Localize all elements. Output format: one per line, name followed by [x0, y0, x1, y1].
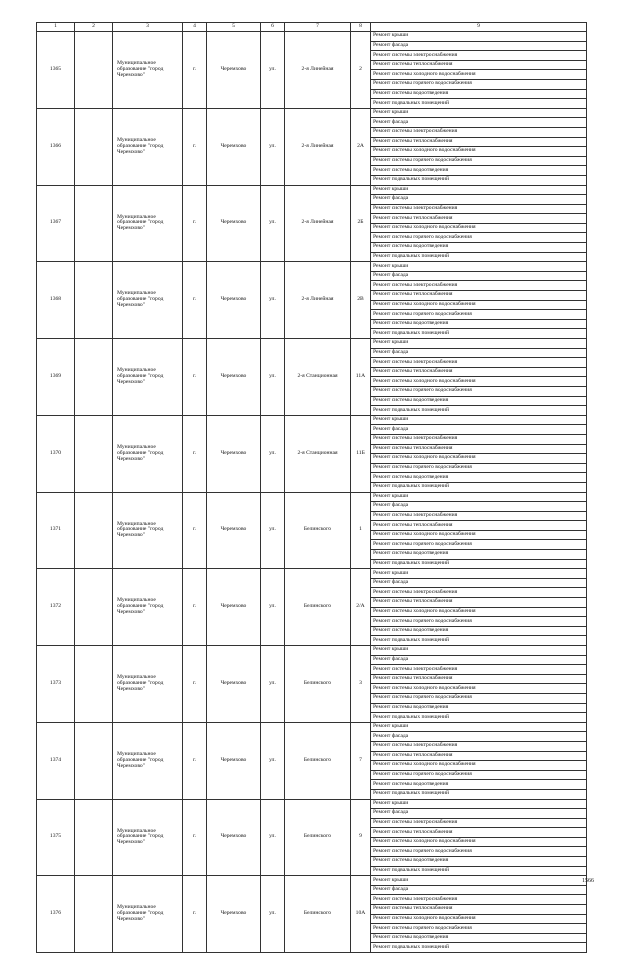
city-cell: Черемхово: [207, 415, 261, 492]
work-item-cell: Ремонт системы горячего водоснабжения: [371, 463, 587, 473]
city-cell: Черемхово: [207, 799, 261, 876]
empty-cell: [75, 262, 113, 339]
work-item-cell: Ремонт подвальных помещений: [371, 175, 587, 185]
work-item-cell: Ремонт системы электроснабжения: [371, 511, 587, 521]
empty-cell: [75, 32, 113, 109]
city-type-cell: г.: [183, 32, 207, 109]
municipality-cell: Муниципальное образование "город Черемхово": [113, 876, 183, 953]
house-number-cell: 2/А: [351, 569, 371, 646]
work-item-cell: Ремонт крыши: [371, 492, 587, 502]
work-item-cell: Ремонт системы теплоснабжения: [371, 214, 587, 224]
work-item-cell: Ремонт системы теплоснабжения: [371, 60, 587, 70]
work-item-cell: Ремонт фасада: [371, 885, 587, 895]
work-item-cell: Ремонт системы электроснабжения: [371, 281, 587, 291]
work-item-cell: Ремонт системы теплоснабжения: [371, 521, 587, 531]
work-item-cell: Ремонт системы водоотведения: [371, 550, 587, 560]
header-cell: 8: [351, 23, 371, 32]
work-item-cell: Ремонт системы электроснабжения: [371, 588, 587, 598]
empty-cell: [75, 569, 113, 646]
city-cell: Черемхово: [207, 339, 261, 416]
street-type-cell: ул.: [261, 339, 285, 416]
table-row: [37, 185, 587, 195]
work-item-cell: Ремонт подвальных помещений: [371, 866, 587, 876]
header-cell: 6: [261, 23, 285, 32]
work-item-cell: Ремонт системы горячего водоснабжения: [371, 79, 587, 89]
header-row: [37, 23, 587, 32]
row-number-cell: 1370: [37, 415, 75, 492]
work-item-cell: Ремонт системы холодного водоснабжения: [371, 684, 587, 694]
street-type-cell: ул.: [261, 876, 285, 953]
work-item-cell: Ремонт подвальных помещений: [371, 713, 587, 723]
work-item-cell: Ремонт системы горячего водоснабжения: [371, 156, 587, 166]
work-item-cell: Ремонт системы холодного водоснабжения: [371, 300, 587, 310]
table-row: [37, 339, 587, 349]
city-cell: Черемхово: [207, 108, 261, 185]
table-row: [37, 646, 587, 656]
table-row: [37, 262, 587, 272]
work-item-cell: Ремонт подвальных помещений: [371, 943, 587, 953]
row-number-cell: 1365: [37, 32, 75, 109]
city-type-cell: г.: [183, 492, 207, 569]
street-type-cell: ул.: [261, 646, 285, 723]
work-item-cell: Ремонт подвальных помещений: [371, 406, 587, 416]
work-item-cell: Ремонт системы горячего водоснабжения: [371, 617, 587, 627]
header-cell: 2: [75, 23, 113, 32]
work-item-cell: Ремонт системы теплоснабжения: [371, 751, 587, 761]
work-item-cell: Ремонт фасада: [371, 655, 587, 665]
table-row: [37, 492, 587, 502]
city-type-cell: г.: [183, 876, 207, 953]
municipality-cell: Муниципальное образование "город Черемхово": [113, 799, 183, 876]
work-item-cell: Ремонт системы горячего водоснабжения: [371, 386, 587, 396]
work-item-cell: Ремонт крыши: [371, 262, 587, 272]
work-item-cell: Ремонт фасада: [371, 502, 587, 512]
city-cell: Черемхово: [207, 646, 261, 723]
street-cell: Белинского: [285, 492, 351, 569]
city-cell: Черемхово: [207, 722, 261, 799]
page-number: 1566: [582, 878, 594, 884]
work-item-cell: Ремонт крыши: [371, 108, 587, 118]
work-item-cell: Ремонт крыши: [371, 876, 587, 886]
work-item-cell: Ремонт системы электроснабжения: [371, 895, 587, 905]
work-item-cell: Ремонт крыши: [371, 415, 587, 425]
work-item-cell: Ремонт системы холодного водоснабжения: [371, 530, 587, 540]
work-item-cell: Ремонт системы холодного водоснабжения: [371, 70, 587, 80]
municipality-cell: Муниципальное образование "город Черемхово": [113, 108, 183, 185]
work-item-cell: Ремонт крыши: [371, 722, 587, 732]
city-type-cell: г.: [183, 185, 207, 262]
header-cell: 5: [207, 23, 261, 32]
empty-cell: [75, 339, 113, 416]
work-item-cell: Ремонт системы водоотведения: [371, 933, 587, 943]
municipality-cell: Муниципальное образование "город Черемхово": [113, 415, 183, 492]
work-item-cell: Ремонт системы горячего водоснабжения: [371, 847, 587, 857]
work-item-cell: Ремонт системы электроснабжения: [371, 818, 587, 828]
municipality-cell: Муниципальное образование "город Черемхово": [113, 185, 183, 262]
work-item-cell: Ремонт фасада: [371, 118, 587, 128]
city-cell: Черемхово: [207, 262, 261, 339]
street-type-cell: ул.: [261, 185, 285, 262]
work-item-cell: Ремонт системы горячего водоснабжения: [371, 924, 587, 934]
empty-cell: [75, 799, 113, 876]
work-item-cell: Ремонт фасада: [371, 578, 587, 588]
house-number-cell: 10А: [351, 876, 371, 953]
work-item-cell: Ремонт фасада: [371, 348, 587, 358]
work-item-cell: Ремонт крыши: [371, 339, 587, 349]
work-item-cell: Ремонт системы электроснабжения: [371, 434, 587, 444]
street-type-cell: ул.: [261, 569, 285, 646]
work-item-cell: Ремонт системы водоотведения: [371, 319, 587, 329]
work-item-cell: Ремонт системы теплоснабжения: [371, 598, 587, 608]
work-item-cell: Ремонт системы холодного водоснабжения: [371, 761, 587, 771]
work-item-cell: Ремонт системы теплоснабжения: [371, 291, 587, 301]
work-item-cell: Ремонт системы водоотведения: [371, 703, 587, 713]
city-type-cell: г.: [183, 799, 207, 876]
house-number-cell: 9: [351, 799, 371, 876]
house-number-cell: 11А: [351, 339, 371, 416]
header-cell: 4: [183, 23, 207, 32]
row-number-cell: 1374: [37, 722, 75, 799]
empty-cell: [75, 185, 113, 262]
work-item-cell: Ремонт системы электроснабжения: [371, 204, 587, 214]
work-item-cell: Ремонт подвальных помещений: [371, 636, 587, 646]
municipality-cell: Муниципальное образование "город Черемхово": [113, 722, 183, 799]
municipality-cell: Муниципальное образование "город Черемхово": [113, 646, 183, 723]
work-item-cell: Ремонт системы водоотведения: [371, 857, 587, 867]
work-item-cell: Ремонт фасада: [371, 41, 587, 51]
house-number-cell: 7: [351, 722, 371, 799]
city-cell: Черемхово: [207, 492, 261, 569]
row-number-cell: 1371: [37, 492, 75, 569]
row-number-cell: 1367: [37, 185, 75, 262]
municipality-cell: Муниципальное образование "город Черемхово": [113, 32, 183, 109]
city-type-cell: г.: [183, 569, 207, 646]
street-cell: Белинского: [285, 569, 351, 646]
street-cell: Белинского: [285, 876, 351, 953]
work-item-cell: Ремонт фасада: [371, 809, 587, 819]
row-number-cell: 1373: [37, 646, 75, 723]
work-item-cell: Ремонт крыши: [371, 32, 587, 42]
work-item-cell: Ремонт фасада: [371, 732, 587, 742]
work-item-cell: Ремонт крыши: [371, 799, 587, 809]
street-cell: 2-я Линейная: [285, 32, 351, 109]
work-item-cell: Ремонт системы водоотведения: [371, 473, 587, 483]
table-row: [37, 32, 587, 42]
city-type-cell: г.: [183, 722, 207, 799]
city-type-cell: г.: [183, 415, 207, 492]
work-item-cell: Ремонт системы холодного водоснабжения: [371, 454, 587, 464]
row-number-cell: 1368: [37, 262, 75, 339]
municipality-cell: Муниципальное образование "город Черемхово": [113, 492, 183, 569]
work-item-cell: Ремонт системы водоотведения: [371, 626, 587, 636]
empty-cell: [75, 876, 113, 953]
work-item-cell: Ремонт системы электроснабжения: [371, 741, 587, 751]
street-cell: Белинского: [285, 799, 351, 876]
work-item-cell: Ремонт подвальных помещений: [371, 559, 587, 569]
header-cell: 9: [371, 23, 587, 32]
table-row: [37, 799, 587, 809]
city-type-cell: г.: [183, 108, 207, 185]
work-item-cell: Ремонт системы горячего водоснабжения: [371, 770, 587, 780]
work-item-cell: Ремонт системы теплоснабжения: [371, 367, 587, 377]
work-item-cell: Ремонт системы водоотведения: [371, 166, 587, 176]
empty-cell: [75, 492, 113, 569]
street-cell: 2-я Линейная: [285, 185, 351, 262]
house-number-cell: 2Б: [351, 185, 371, 262]
city-type-cell: г.: [183, 646, 207, 723]
work-item-cell: Ремонт подвальных помещений: [371, 789, 587, 799]
work-item-cell: Ремонт системы теплоснабжения: [371, 674, 587, 684]
work-item-cell: Ремонт системы холодного водоснабжения: [371, 147, 587, 157]
work-item-cell: Ремонт системы электроснабжения: [371, 127, 587, 137]
street-type-cell: ул.: [261, 722, 285, 799]
work-item-cell: Ремонт крыши: [371, 185, 587, 195]
table-row: [37, 569, 587, 579]
street-cell: Белинского: [285, 646, 351, 723]
work-item-cell: Ремонт системы водоотведения: [371, 243, 587, 253]
work-item-cell: Ремонт подвальных помещений: [371, 252, 587, 262]
work-item-cell: Ремонт системы холодного водоснабжения: [371, 377, 587, 387]
work-item-cell: Ремонт системы холодного водоснабжения: [371, 837, 587, 847]
house-number-cell: 11Б: [351, 415, 371, 492]
house-number-cell: 2А: [351, 108, 371, 185]
house-number-cell: 2: [351, 32, 371, 109]
work-item-cell: Ремонт системы горячего водоснабжения: [371, 540, 587, 550]
empty-cell: [75, 722, 113, 799]
work-item-cell: Ремонт подвальных помещений: [371, 99, 587, 109]
house-number-cell: 2В: [351, 262, 371, 339]
work-item-cell: Ремонт фасада: [371, 271, 587, 281]
work-item-cell: Ремонт подвальных помещений: [371, 482, 587, 492]
house-number-cell: 3: [351, 646, 371, 723]
table-body: [37, 23, 587, 953]
work-item-cell: Ремонт фасада: [371, 195, 587, 205]
register-table: [36, 22, 587, 953]
city-cell: Черемхово: [207, 876, 261, 953]
street-type-cell: ул.: [261, 492, 285, 569]
work-item-cell: Ремонт системы теплоснабжения: [371, 828, 587, 838]
municipality-cell: Муниципальное образование "город Черемхово": [113, 339, 183, 416]
work-item-cell: Ремонт системы электроснабжения: [371, 665, 587, 675]
city-cell: Черемхово: [207, 32, 261, 109]
municipality-cell: Муниципальное образование "город Черемхово": [113, 569, 183, 646]
work-item-cell: Ремонт системы водоотведения: [371, 396, 587, 406]
empty-cell: [75, 108, 113, 185]
table-row: [37, 108, 587, 118]
table-row: [37, 722, 587, 732]
street-cell: 2-я Линейная: [285, 262, 351, 339]
city-cell: Черемхово: [207, 185, 261, 262]
work-item-cell: Ремонт системы теплоснабжения: [371, 137, 587, 147]
work-item-cell: Ремонт фасада: [371, 425, 587, 435]
work-item-cell: Ремонт системы холодного водоснабжения: [371, 914, 587, 924]
work-item-cell: Ремонт системы водоотведения: [371, 89, 587, 99]
work-item-cell: Ремонт системы теплоснабжения: [371, 444, 587, 454]
street-cell: 2-я Станционная: [285, 415, 351, 492]
city-type-cell: г.: [183, 262, 207, 339]
row-number-cell: 1369: [37, 339, 75, 416]
work-item-cell: Ремонт системы электроснабжения: [371, 51, 587, 61]
municipality-cell: Муниципальное образование "город Черемхово": [113, 262, 183, 339]
street-type-cell: ул.: [261, 108, 285, 185]
header-cell: 3: [113, 23, 183, 32]
row-number-cell: 1372: [37, 569, 75, 646]
work-item-cell: Ремонт системы водоотведения: [371, 780, 587, 790]
row-number-cell: 1366: [37, 108, 75, 185]
city-cell: Черемхово: [207, 569, 261, 646]
table-row: [37, 876, 587, 886]
work-item-cell: Ремонт системы горячего водоснабжения: [371, 693, 587, 703]
work-item-cell: Ремонт системы горячего водоснабжения: [371, 233, 587, 243]
street-cell: 2-я Линейная: [285, 108, 351, 185]
work-item-cell: Ремонт системы горячего водоснабжения: [371, 310, 587, 320]
city-type-cell: г.: [183, 339, 207, 416]
empty-cell: [75, 415, 113, 492]
header-cell: 1: [37, 23, 75, 32]
row-number-cell: 1376: [37, 876, 75, 953]
street-cell: Белинского: [285, 722, 351, 799]
house-number-cell: 1: [351, 492, 371, 569]
street-type-cell: ул.: [261, 32, 285, 109]
street-type-cell: ул.: [261, 262, 285, 339]
work-item-cell: Ремонт подвальных помещений: [371, 329, 587, 339]
row-number-cell: 1375: [37, 799, 75, 876]
work-item-cell: Ремонт крыши: [371, 569, 587, 579]
street-type-cell: ул.: [261, 799, 285, 876]
street-cell: 2-я Станционная: [285, 339, 351, 416]
table-row: [37, 415, 587, 425]
work-item-cell: Ремонт системы электроснабжения: [371, 358, 587, 368]
empty-cell: [75, 646, 113, 723]
work-item-cell: Ремонт системы холодного водоснабжения: [371, 223, 587, 233]
street-type-cell: ул.: [261, 415, 285, 492]
work-item-cell: Ремонт крыши: [371, 646, 587, 656]
work-item-cell: Ремонт системы теплоснабжения: [371, 905, 587, 915]
work-item-cell: Ремонт системы холодного водоснабжения: [371, 607, 587, 617]
header-cell: 7: [285, 23, 351, 32]
